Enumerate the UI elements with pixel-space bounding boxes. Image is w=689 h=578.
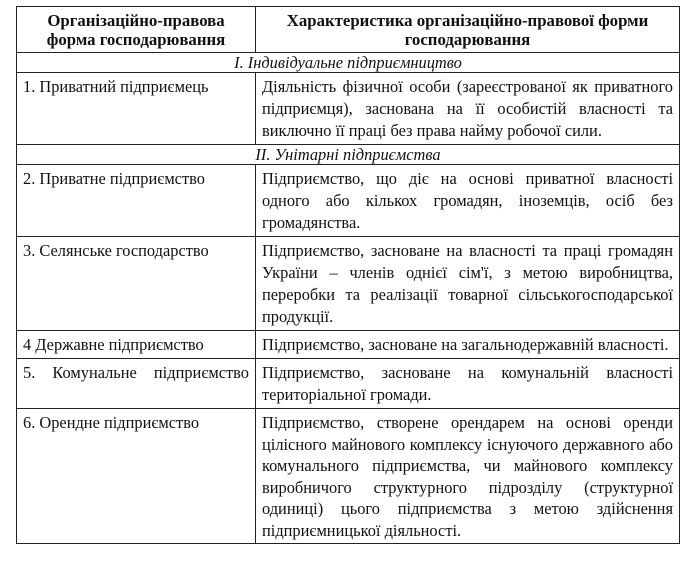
form-description: Підприємство, засноване на власності та праці громадян України – членів однієї сім'ї, з метою виробництва, переробки та реалізації товарної сільськогосподарської продукції. (256, 237, 680, 331)
form-description: Діяльність фізичної особи (зареєстрованої як приватного підприємця), заснована на її особистій власності та виключно її праці без права найму робочої сили. (256, 73, 680, 145)
form-description: Підприємство, створене орендарем на основі оренди цілісного майнового комплексу існуючого державного або комунального підприємства, чи майнового комплексу виробничого структурного підрозділу (структурної одиниці) цього підприємства з метою здійснення підприємницької діяльності. (256, 409, 680, 544)
form-name: 1. Приватний підприємець (17, 73, 256, 145)
form-name: 5. Комунальне підприємство (17, 359, 256, 409)
table-row (17, 237, 680, 331)
form-name: 4 Державне підприємство (17, 331, 256, 359)
table-header-row (17, 7, 680, 53)
section-row (17, 145, 680, 165)
header-characteristic-column: Характеристика організаційно-правової форми господарювання (256, 7, 680, 53)
section-title: ІІ. Унітарні підприємства (17, 145, 680, 165)
table-row (17, 165, 680, 237)
form-description: Підприємство, засноване на комунальній власності територіальної громади. (256, 359, 680, 409)
section-title: І. Індивідуальне підприємництво (17, 53, 680, 73)
form-name: 6. Орендне підприємство (17, 409, 256, 544)
form-name: 2. Приватне підприємство (17, 165, 256, 237)
table-row (17, 409, 680, 544)
form-description: Підприємство, що діє на основі приватної власності одного або кількох громадян, іноземців, осіб без громадянства. (256, 165, 680, 237)
header-form-column: Організаційно-правова форма господарювання (17, 7, 256, 53)
section-row (17, 53, 680, 73)
form-name: 3. Селянське господарство (17, 237, 256, 331)
table-row (17, 73, 680, 145)
form-description: Підприємство, засноване на загальнодержавній власності. (256, 331, 680, 359)
table-row (17, 331, 680, 359)
table-row (17, 359, 680, 409)
legal-forms-table (16, 6, 680, 544)
